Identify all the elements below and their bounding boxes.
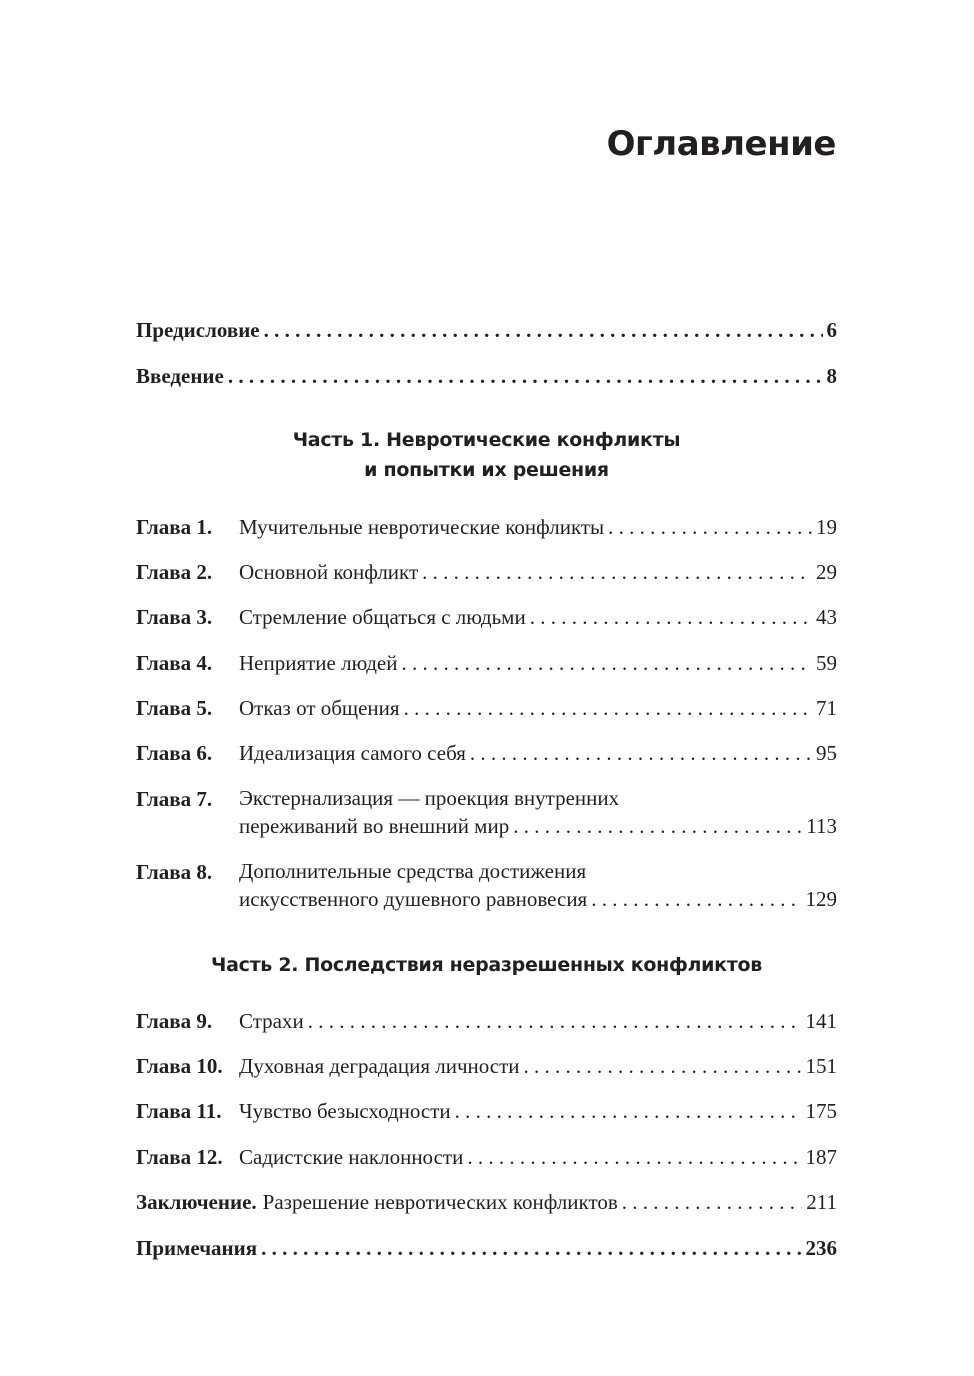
page-number: 43	[816, 605, 837, 629]
dot-leader	[470, 740, 812, 767]
chapter-title-line: переживаний во внешний мир	[239, 814, 510, 838]
page-title: Оглавление	[606, 124, 836, 164]
toc-entry-chapter[interactable]	[136, 695, 837, 722]
page-number: 6	[826, 318, 837, 342]
toc-entry-introduction[interactable]	[136, 363, 837, 390]
dot-leader	[264, 317, 823, 344]
chapter-title: Неприятие людей	[239, 651, 398, 675]
toc-entry-chapter[interactable]	[136, 1008, 837, 1035]
chapter-title: Чувство безысходности	[239, 1099, 451, 1123]
toc-entry-conclusion[interactable]	[136, 1189, 837, 1216]
page-number: 151	[805, 1054, 837, 1078]
page-number: 113	[806, 814, 837, 838]
toc-entry-chapter[interactable]	[136, 1098, 837, 1125]
chapter-title: Идеализация самого себя	[239, 741, 466, 765]
page-number: 8	[826, 364, 837, 388]
dot-leader	[608, 514, 812, 541]
chapter-label: Глава 12.	[136, 1145, 223, 1169]
chapter-title-line: Дополнительные средства достижения	[239, 859, 587, 883]
page-number: 141	[805, 1009, 837, 1033]
page-number: 211	[806, 1190, 837, 1214]
chapter-label: Глава 2.	[136, 560, 213, 584]
chapter-label: Глава 3.	[136, 605, 213, 629]
toc-entry-chapter[interactable]	[136, 559, 837, 586]
dot-leader	[308, 1008, 802, 1035]
chapter-label: Глава 7.	[136, 787, 213, 811]
chapter-title: Садистские наклонности	[239, 1145, 464, 1169]
chapter-title: Основной конфликт	[239, 560, 419, 584]
page-number: 59	[816, 651, 837, 675]
chapter-label: Глава 4.	[136, 651, 213, 675]
chapter-title: Духовная деградация личности	[239, 1054, 520, 1078]
chapter-title: Разрешение невротических конфликтов	[262, 1190, 618, 1214]
dot-leader	[467, 1144, 801, 1171]
chapter-label: Глава 10.	[136, 1054, 223, 1078]
dot-leader	[455, 1098, 802, 1125]
toc-entry-notes[interactable]	[136, 1235, 837, 1262]
dot-leader	[622, 1189, 803, 1216]
page-number: 187	[805, 1145, 837, 1169]
chapter-label: Глава 11.	[136, 1099, 222, 1123]
chapter-title: Отказ от общения	[239, 696, 400, 720]
toc-entry-chapter[interactable]	[136, 604, 837, 631]
chapter-label: Глава 5.	[136, 696, 213, 720]
entry-label: Введение	[136, 364, 224, 388]
part-heading-line: и попытки их решения	[364, 459, 609, 481]
entry-label: Предисловие	[136, 318, 260, 342]
toc-entry-chapter[interactable]	[136, 1053, 837, 1080]
dot-leader	[422, 559, 812, 586]
chapter-label: Глава 6.	[136, 741, 213, 765]
page-number: 175	[805, 1099, 837, 1123]
chapter-label: Глава 8.	[136, 860, 213, 884]
toc-entry-chapter[interactable]	[136, 786, 837, 840]
toc-entry-chapter[interactable]	[136, 650, 837, 677]
page-number: 19	[816, 515, 837, 539]
chapter-title: Стремление общаться с людьми	[239, 605, 526, 629]
toc-entry-chapter[interactable]	[136, 859, 837, 913]
toc-entry-chapter[interactable]	[136, 1144, 837, 1171]
page-number: 29	[816, 560, 837, 584]
dot-leader	[261, 1235, 801, 1262]
chapter-title: Страхи	[239, 1009, 304, 1033]
dot-leader	[404, 695, 812, 722]
dot-leader	[530, 604, 812, 631]
toc-entry-chapter[interactable]	[136, 514, 837, 541]
dot-leader	[524, 1053, 802, 1080]
page-number: 71	[816, 696, 837, 720]
toc-entry-chapter[interactable]	[136, 740, 837, 767]
toc-entry-preface[interactable]	[136, 317, 837, 344]
dot-leader	[401, 650, 812, 677]
chapter-label: Глава 1.	[136, 515, 213, 539]
chapter-title: Мучительные невротические конфликты	[239, 515, 605, 539]
entry-label: Заключение.	[136, 1190, 257, 1214]
chapter-title-line: Экстернализация — проекция внутренних	[239, 786, 620, 810]
chapter-title-line: искусственного душевного равновесия	[239, 887, 588, 911]
dot-leader	[591, 886, 801, 913]
page-number: 129	[805, 887, 837, 911]
part-heading-line: Часть 1. Невротические конфликты	[292, 429, 681, 451]
part-heading-line: Часть 2. Последствия неразрешенных конфликтов	[211, 954, 762, 976]
dot-leader	[513, 813, 802, 840]
part-1-heading	[136, 425, 837, 485]
part-2-heading	[136, 950, 837, 980]
chapter-label: Глава 9.	[136, 1009, 213, 1033]
dot-leader	[228, 363, 823, 390]
page-number: 236	[805, 1236, 837, 1260]
entry-label: Примечания	[136, 1236, 258, 1260]
page-number: 95	[816, 741, 837, 765]
